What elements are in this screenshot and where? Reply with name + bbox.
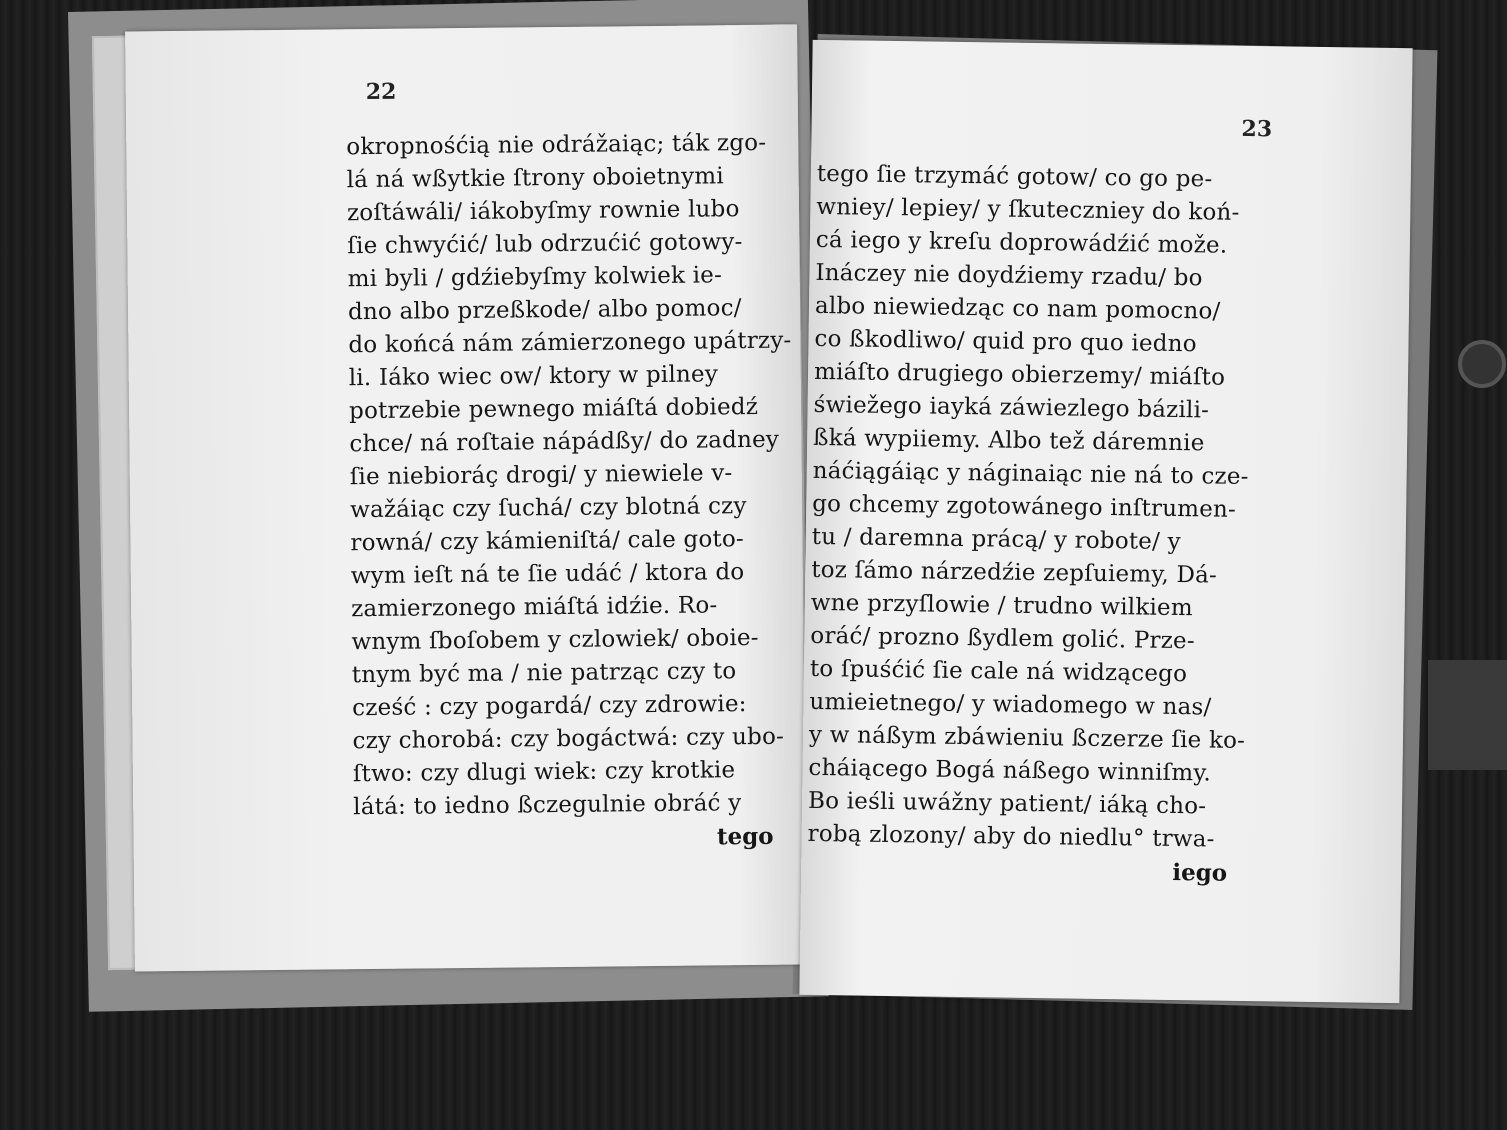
text-line: umieietnego/ y wiadomego w nas/: [809, 688, 1212, 721]
text-line: potrzebie pewnego miáſtá dobiedź: [348, 393, 759, 425]
text-line: li. Iáko wiec ow/ ktory w pilney: [348, 361, 719, 392]
page-number-left: 22: [365, 78, 397, 106]
text-line: cá iego y kreſu doprowádźić može.: [815, 226, 1228, 259]
text-line: rowná/ czy kámieniſtá/ cale goto-: [350, 526, 745, 557]
text-line: do końcá nám zámierzonego upátrzy-: [348, 327, 792, 359]
text-line: tego ſie trzymáć gotow/ co go pe-: [816, 160, 1213, 193]
text-line: cześć : czy pogardá/ czy zdrowie:: [352, 691, 747, 722]
page-number-right: 23: [1241, 115, 1273, 143]
text-line: wnym ſboſobem y czlowiek/ oboie-: [351, 624, 759, 656]
text-line: czy chorobá: czy bogáctwá: czy ubo-: [352, 723, 785, 755]
text-line: látá: to iedno ßczegulnie obráć y: [353, 790, 742, 821]
text-line: tnym być ma / nie patrząc czy to: [351, 658, 737, 689]
text-line: ßká wypiiemy. Albo tež dáremnie: [812, 424, 1205, 457]
text-line: miáſto drugiego obierzemy/ miáſto: [813, 358, 1226, 391]
text-line: co ßkodliwo/ quid pro quo iedno: [814, 325, 1197, 358]
text-line: dno albo przeßkode/ albo pomoc/: [347, 295, 742, 326]
text-line: wne przyſlowie / trudno wilkiem: [810, 589, 1194, 622]
text-line: wym ieſt ná te ſie udáć / ktora do: [350, 559, 745, 590]
left-page: [125, 25, 807, 972]
text-line: ſie chwyćić/ lub odrzućić gotowy-: [347, 229, 743, 260]
text-line: náćiągáiąc y náginaiąc nie ná to cze-: [812, 457, 1249, 490]
left-page-text: [346, 127, 797, 858]
text-line: wažáiąc czy ſuchá/ czy blotná czy: [349, 493, 747, 524]
text-line: robą zlozony/ aby do niedlu° trwa-: [807, 820, 1215, 853]
text-line: okropnośćią nie odrážaiąc; ták zgo-: [346, 129, 767, 161]
text-line: oráć/ prozno ßydlem golić. Prze-: [810, 622, 1196, 655]
text-line: ſtwo: czy dlugi wiek: czy krotkie: [352, 757, 736, 788]
text-line: mi byli / gdźiebyſmy kolwiek ie-: [347, 262, 723, 293]
catchword-left: tego: [716, 822, 774, 851]
text-line: tu / daremna prácą/ y robote/ y: [811, 523, 1181, 556]
text-line: zamierzonego miáſtá idźie. Ro-: [351, 592, 718, 623]
text-line: Ináczey nie doydźiemy rzadu/ bo: [815, 259, 1203, 292]
text-line: zoſtáwáli/ iákobyſmy rownie lubo: [346, 196, 740, 227]
text-line: ſie niebioráç drogi/ y niewiele v-: [349, 460, 733, 491]
text-line: wniey/ lepiey/ y ſkuteczniey do koń-: [816, 193, 1240, 226]
text-line: Bo ieśli uwážny patient/ iáką cho-: [807, 787, 1207, 820]
text-line: chce/ ná roſtaie nápádßy/ do zadney: [349, 426, 780, 458]
book-strap: [1428, 660, 1507, 770]
right-page: [799, 40, 1412, 1003]
book-clasp-icon: [1458, 340, 1506, 388]
text-line: cháiącego Bogá náßego winniſmy.: [808, 754, 1212, 787]
catchword-right: iego: [1172, 858, 1228, 887]
text-line: toz ſámo nárzedźie zepſuiemy, Dá-: [811, 556, 1218, 589]
text-line: to ſpuśćić ſie cale ná widzącego: [809, 655, 1188, 688]
text-line: albo niewiedząc co nam pomocno/: [814, 292, 1221, 325]
text-line: świežego iayká záwiezlego bázili-: [813, 391, 1210, 424]
text-line: lá ná wßytkie ſtrony oboietnymi: [346, 163, 725, 194]
right-page-text: [807, 158, 1253, 890]
text-line: go chcemy zgotowánego inſtrumen-: [812, 490, 1237, 523]
text-line: y w náßym zbáwieniu ßczerze ſie ko-: [808, 721, 1246, 754]
